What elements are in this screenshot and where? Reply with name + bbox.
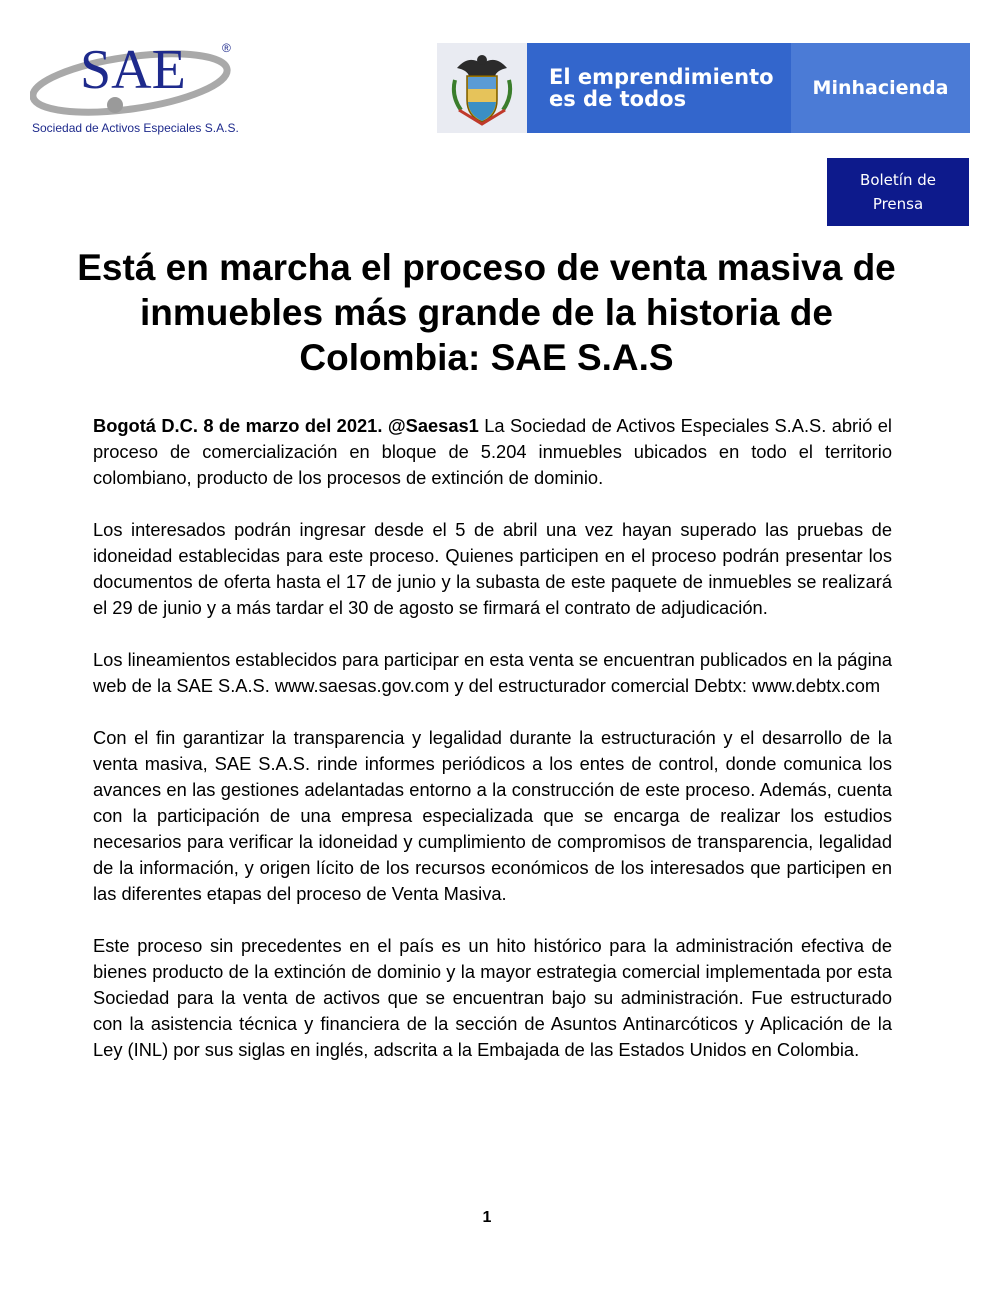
page-number: 1 bbox=[482, 1209, 492, 1226]
paragraph-1-text: La Sociedad de Activos Especiales S.A.S. abrió el proceso de comercialización en bloque de 5.204 inmuebles ubicados en todo el territorio colombiano, producto de los procesos de extinción de dominio. bbox=[93, 415, 892, 488]
ministry-label: Minhacienda bbox=[791, 43, 970, 133]
slogan-line-1: El emprendimiento bbox=[549, 65, 774, 89]
slogan-line-2: es de todos bbox=[549, 87, 687, 111]
twitter-handle: @Saesas1 bbox=[387, 415, 479, 436]
government-banner bbox=[437, 43, 970, 133]
logo-text: SAE bbox=[80, 39, 186, 101]
badge-line-2: Prensa bbox=[872, 195, 924, 213]
registered-mark: ® bbox=[222, 41, 231, 55]
paragraph-5: Este proceso sin precedentes en el país es un hito histórico para la administración efectiva de bienes producto de la extinción de dominio y la mayor estrategia comercial implementada por esta Sociedad para la venta de activos que se encuentran bajo su administración. Fue estructurado con la asistencia técnica y financiera de la sección de Asuntos Antinarcóticos y Aplicación de la Ley (INL) por sus siglas en inglés, adscrita a la Embajada de las Estados Unidos en Colombia. bbox=[93, 935, 892, 1060]
dateline: Bogotá D.C. 8 de marzo del 2021. bbox=[93, 415, 383, 436]
article-body bbox=[93, 413, 892, 1089]
paragraph-2: Los interesados podrán ingresar desde el 5 de abril una vez hayan superado las pruebas de idoneidad establecidas para este proceso. Quienes participen en el proceso podrán presentar los documentos de oferta hasta el 17 de junio y la subasta de este paquete de inmuebles se realizará el 29 de junio y a más tardar el 30 de agosto se firmará el contrato de adjudicación. bbox=[93, 519, 892, 618]
coat-of-arms-box bbox=[437, 43, 527, 133]
government-slogan bbox=[527, 43, 791, 133]
paragraph-4: Con el fin garantizar la transparencia y legalidad durante la estructuración y el desarrollo de la venta masiva, SAE S.A.S. rinde informes periódicos a los entes de control, donde comunica los avances en las gestiones adelantadas entorno a la construcción de este proceso. Además, cuenta con la participación de una empresa especializada que se encarga de realizar los estudios necesarios para verificar la idoneidad y cumplimiento de compromisos de transparencia, legalidad de la información, y origen lícito de los recursos económicos de los interesados que participen en las diferentes etapas del proceso de Venta Masiva. bbox=[93, 727, 892, 904]
coat-of-arms-icon bbox=[451, 50, 513, 126]
badge-line-1: Boletín de bbox=[860, 171, 936, 189]
press-release-badge bbox=[827, 158, 969, 226]
logo-subtitle: Sociedad de Activos Especiales S.A.S. bbox=[32, 121, 239, 135]
paragraph-3: Los lineamientos establecidos para participar en esta venta se encuentran publicados en la página web de la SAE S.A.S. www.saesas.gov.com y del estructurador comercial Debtx: www.debtx.com bbox=[93, 649, 892, 696]
paragraph-1 bbox=[93, 413, 892, 491]
headline: Está en marcha el proceso de venta masiva de inmuebles más grande de la historia de Colombia: SAE S.A.S bbox=[77, 247, 896, 378]
